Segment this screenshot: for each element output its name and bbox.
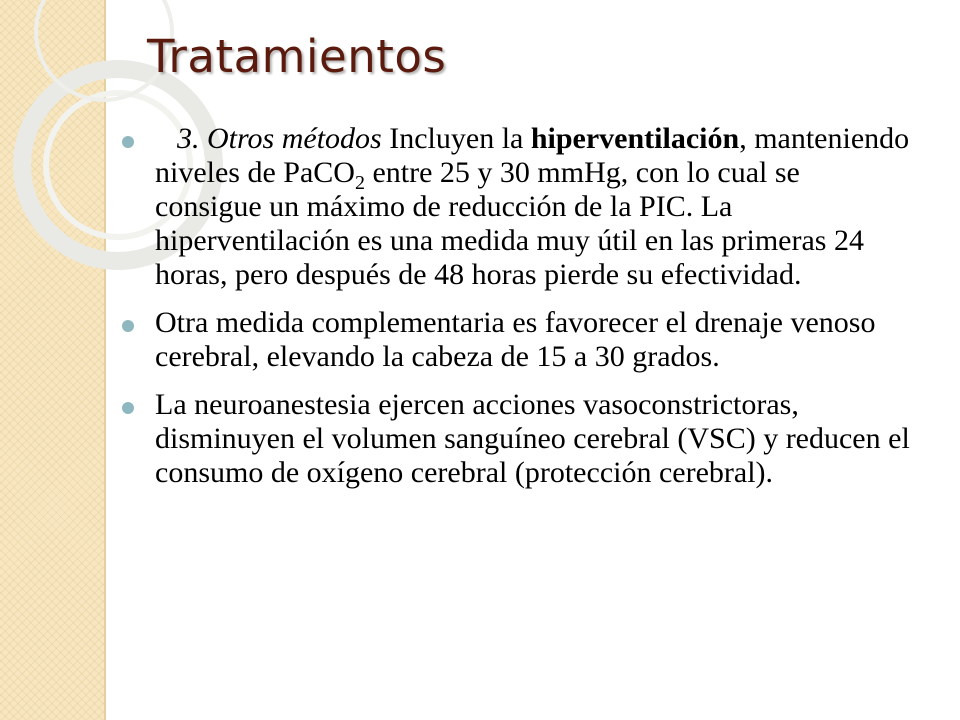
bullet-text-part: , manteniendo niveles de PaCO (155, 122, 910, 189)
bullet-text-part: entre 25 y 30 mmHg, con lo cual se consigue un máximo de reducción de la PIC. La hiperventilación es una medida muy útil en las primeras 24 horas, pero después de 48 horas pierde su efectividad. (155, 156, 864, 291)
method-label: 3. Otros métodos (177, 122, 382, 155)
bullet-item-neuroanesthesia (122, 388, 912, 490)
bullet-text-part: Incluyen la (381, 122, 531, 155)
bullet-item-hyperventilation (122, 122, 912, 292)
bullet-text: Otra medida complementaria es favorecer el drenaje venoso cerebral, elevando la cabeza de 15 a 30 grados. (155, 306, 876, 373)
bullet-item-venous-drainage (122, 306, 912, 374)
bullet-icon (122, 320, 134, 332)
bullet-list (122, 122, 912, 504)
bullet-icon (122, 402, 134, 414)
slide-title: Tratamientos (147, 30, 447, 83)
bullet-icon (122, 136, 134, 148)
bullet-text: La neuroanestesia ejercen acciones vasoconstrictoras, disminuyen el volumen sanguíneo cerebral (VSC) y reducen el consumo de oxígeno cerebral (protección cerebral). (155, 388, 910, 489)
bold-term: hiperventilación (530, 122, 740, 155)
subscript: 2 (354, 172, 365, 194)
